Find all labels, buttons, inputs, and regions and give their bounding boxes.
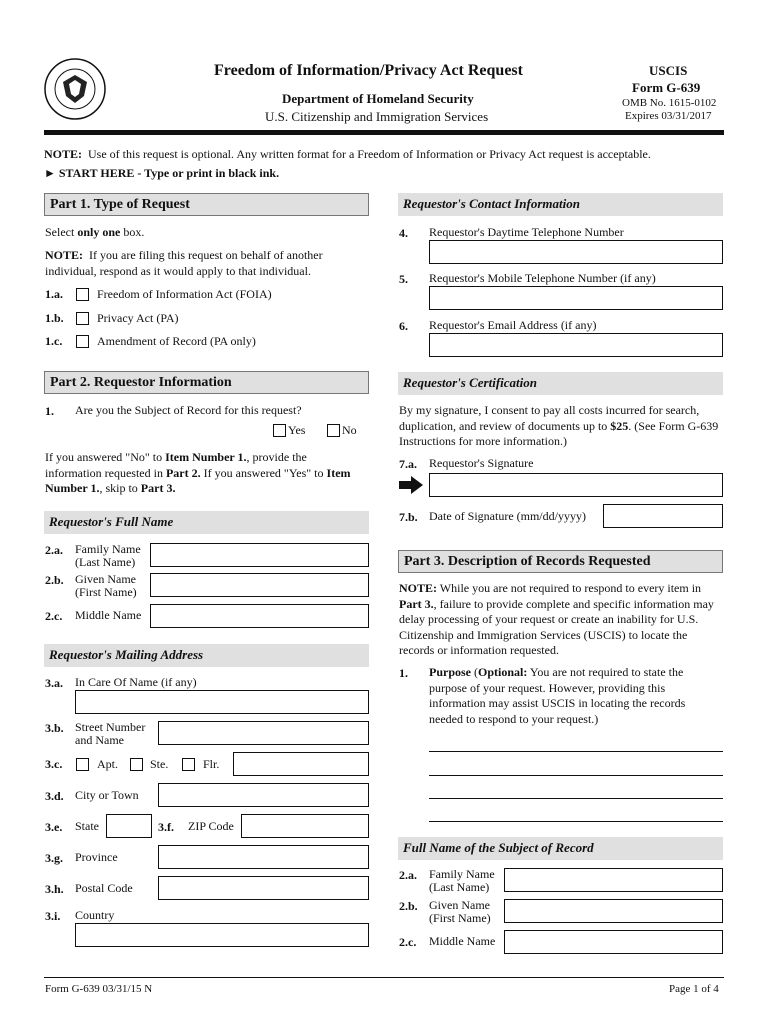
yes-checkbox[interactable] [273, 424, 286, 437]
purpose-number: 1. [399, 666, 408, 680]
certification-heading: Requestor's Certification [398, 372, 723, 395]
yes-label: Yes [288, 423, 306, 437]
purpose-label: Purpose [429, 665, 471, 679]
form-number: Form G-639 [632, 80, 701, 95]
no-checkbox[interactable] [327, 424, 340, 437]
item-2c-number: 2.c. [45, 609, 63, 623]
postal-code-label: Postal Code [75, 881, 133, 895]
date-of-signature-label: Date of Signature (mm/dd/yyyy) [429, 509, 586, 523]
signature-input[interactable] [429, 473, 723, 497]
foia-checkbox[interactable] [76, 288, 89, 301]
part1-note-label: NOTE: [45, 248, 84, 262]
cert-text-1: By my signature, I consent to pay all costs incurred for search, duplication, and review of documents up to [399, 403, 700, 433]
instr-6: Item Number 1. [45, 465, 351, 495]
in-care-of-label: In Care Of Name (if any) [75, 675, 197, 689]
start-here: ► START HERE - Type or print in black ink. [44, 166, 280, 180]
purpose-text [429, 665, 719, 727]
family-name-label [75, 543, 141, 569]
uscis-label: USCIS [649, 63, 688, 78]
item-1c-number: 1.c. [45, 334, 63, 348]
given-name-l1: Given Name [75, 572, 136, 586]
purpose-line-3[interactable] [429, 798, 723, 799]
requestor-full-name-heading: Requestor's Full Name [44, 511, 369, 534]
subject-family-name-label [429, 868, 495, 894]
instr-4: Part 2. [165, 465, 201, 480]
purpose-line-2[interactable] [429, 775, 723, 776]
part3-note-1: While you are not required to respond to every item in [437, 581, 702, 595]
state-label: State [75, 819, 99, 833]
subject-family-l2: (Last Name) [429, 880, 490, 894]
street-l1: Street Number [75, 720, 146, 734]
select-post: box. [120, 225, 145, 239]
no-label: No [342, 423, 357, 437]
cert-text-2: . (See Form G-639 Instructions for more information.) [399, 418, 719, 448]
item-7b-number: 7.b. [399, 510, 418, 524]
ste-label: Ste. [150, 757, 169, 771]
subject-middle-name-label: Middle Name [429, 934, 496, 948]
intro-note-label: NOTE: [44, 147, 83, 161]
item-3b-number: 3.b. [45, 721, 64, 735]
street-input[interactable] [158, 721, 369, 745]
city-label: City or Town [75, 788, 139, 802]
item-3c-number: 3.c. [45, 757, 63, 771]
purpose-line-4[interactable] [429, 821, 723, 822]
part3-note-label: NOTE: [399, 581, 438, 595]
subject-family-l1: Family Name [429, 867, 495, 881]
item-2b-number: 2.b. [45, 573, 64, 587]
expiration-date: Expires 03/31/2017 [625, 110, 712, 122]
country-label: Country [75, 908, 115, 922]
state-input[interactable] [106, 814, 152, 838]
subject-given-l2: (First Name) [429, 911, 491, 925]
subject-family-name-input[interactable] [504, 868, 723, 892]
form-title: Freedom of Information/Privacy Act Request [214, 62, 523, 79]
footer-rule [44, 977, 724, 978]
purpose-optional: Optional: [478, 665, 528, 679]
item-3h-number: 3.h. [45, 882, 64, 896]
requestor-given-name-input[interactable] [150, 573, 369, 597]
requestor-middle-name-input[interactable] [150, 604, 369, 628]
instr-1: If you answered "No" to [45, 450, 166, 464]
flr-label: Flr. [203, 757, 220, 771]
part3-heading: Part 3. Description of Records Requested [398, 550, 723, 573]
part2-instructions [45, 450, 363, 497]
item-3g-number: 3.g. [45, 851, 63, 865]
province-input[interactable] [158, 845, 369, 869]
header-rule [44, 130, 724, 135]
item-6-number: 6. [399, 319, 408, 333]
subject-full-name-heading: Full Name of the Subject of Record [398, 837, 723, 860]
cert-amount: $25 [610, 418, 629, 433]
agency-name: U.S. Citizenship and Immigration Services [265, 109, 489, 124]
certification-text [399, 403, 721, 450]
privacy-act-label: Privacy Act (PA) [97, 311, 179, 325]
mobile-phone-input[interactable] [429, 286, 723, 310]
item-3d-number: 3.d. [45, 789, 64, 803]
item-5-number: 5. [399, 272, 408, 286]
country-input[interactable] [75, 923, 369, 947]
apt-checkbox[interactable] [76, 758, 89, 771]
subject-given-name-label [429, 899, 491, 925]
subject-2c-number: 2.c. [399, 935, 417, 949]
province-label: Province [75, 850, 118, 864]
select-pre: Select [45, 225, 78, 239]
date-of-signature-input[interactable] [603, 504, 723, 528]
requestor-family-name-input[interactable] [150, 543, 369, 567]
select-bold: only one [77, 225, 121, 239]
daytime-phone-input[interactable] [429, 240, 723, 264]
item-2a-number: 2.a. [45, 543, 63, 557]
intro-note [44, 147, 651, 162]
instr-2: Item Number 1. [165, 450, 247, 464]
requestor-mailing-address-heading: Requestor's Mailing Address [44, 644, 369, 667]
city-input[interactable] [158, 783, 369, 807]
item-1-number: 1. [45, 404, 54, 418]
in-care-of-input[interactable] [75, 690, 369, 714]
privacy-act-checkbox[interactable] [76, 312, 89, 325]
zip-input[interactable] [241, 814, 369, 838]
item-1b-number: 1.b. [45, 311, 64, 325]
item-1a-number: 1.a. [45, 287, 63, 301]
subject-given-l1: Given Name [429, 898, 490, 912]
part3-note-2: Part 3. [399, 596, 434, 611]
item-4-number: 4. [399, 226, 408, 240]
email-label: Requestor's Email Address (if any) [429, 318, 597, 332]
subject-2b-number: 2.b. [399, 899, 418, 913]
instr-3: , provide the information requested in [45, 450, 307, 480]
subject-given-name-input[interactable] [504, 899, 723, 923]
subject-middle-name-input[interactable] [504, 930, 723, 954]
instr-8: Part 3. [140, 481, 176, 495]
given-name-label [75, 573, 137, 599]
flr-checkbox[interactable] [182, 758, 195, 771]
intro-note-text: Use of this request is optional. Any written format for a Freedom of Information or Privacy Act request is acceptable. [88, 147, 651, 161]
part3-note-3: , failure to provide complete and specific information may delay processing of your request or create an inability for U.S. Citizenship and Immigration Services (USCIS) to locate the records or information requested. [399, 596, 714, 657]
item-3e-number: 3.e. [45, 820, 63, 834]
select-instruction [45, 225, 144, 240]
item-3f-number: 3.f. [158, 820, 174, 834]
subject-of-record-question: Are you the Subject of Record for this request? [75, 403, 302, 417]
email-input[interactable] [429, 333, 723, 357]
ste-checkbox[interactable] [130, 758, 143, 771]
foia-label: Freedom of Information Act (FOIA) [97, 287, 272, 301]
street-label [75, 721, 145, 747]
purpose-line-1[interactable] [429, 751, 723, 752]
given-name-l2: (First Name) [75, 585, 137, 599]
amendment-checkbox[interactable] [76, 335, 89, 348]
street-l2: and Name [75, 733, 124, 747]
family-name-l1: Family Name [75, 542, 141, 556]
footer-form-id: Form G-639 03/31/15 N [45, 983, 153, 995]
item-3a-number: 3.a. [45, 676, 63, 690]
subject-2a-number: 2.a. [399, 868, 417, 882]
postal-code-input[interactable] [158, 876, 369, 900]
amendment-label: Amendment of Record (PA only) [97, 334, 256, 348]
part1-heading: Part 1. Type of Request [44, 193, 369, 216]
dhs-seal [44, 58, 106, 120]
omb-number: OMB No. 1615-0102 [622, 97, 717, 109]
signature-label: Requestor's Signature [429, 456, 534, 470]
part1-note [45, 248, 365, 279]
unit-number-input[interactable] [233, 752, 369, 776]
apt-label: Apt. [97, 757, 118, 771]
signature-arrow-icon [399, 476, 423, 498]
family-name-l2: (Last Name) [75, 555, 136, 569]
purpose-body: You are not required to state the purpose of your request. However, providing this information may assist USCIS in locating the records needed to respond to your request.) [429, 665, 686, 726]
daytime-phone-label: Requestor's Daytime Telephone Number [429, 225, 624, 239]
footer-page-number: Page 1 of 4 [669, 983, 719, 995]
instr-7: , skip to [99, 481, 141, 495]
middle-name-label: Middle Name [75, 608, 142, 622]
item-3i-number: 3.i. [45, 909, 61, 923]
zip-label: ZIP Code [188, 819, 234, 833]
purpose-open: ( [471, 665, 478, 679]
part3-note [399, 581, 723, 659]
part2-heading: Part 2. Requestor Information [44, 371, 369, 394]
part1-note-text: If you are filing this request on behalf of another individual, respond as it would apply to that individual. [45, 248, 323, 278]
contact-info-heading: Requestor's Contact Information [398, 193, 723, 216]
department-name: Department of Homeland Security [282, 91, 474, 106]
instr-5: If you answered "Yes" to [200, 465, 327, 480]
mobile-phone-label: Requestor's Mobile Telephone Number (if any) [429, 271, 656, 285]
item-7a-number: 7.a. [399, 457, 417, 471]
